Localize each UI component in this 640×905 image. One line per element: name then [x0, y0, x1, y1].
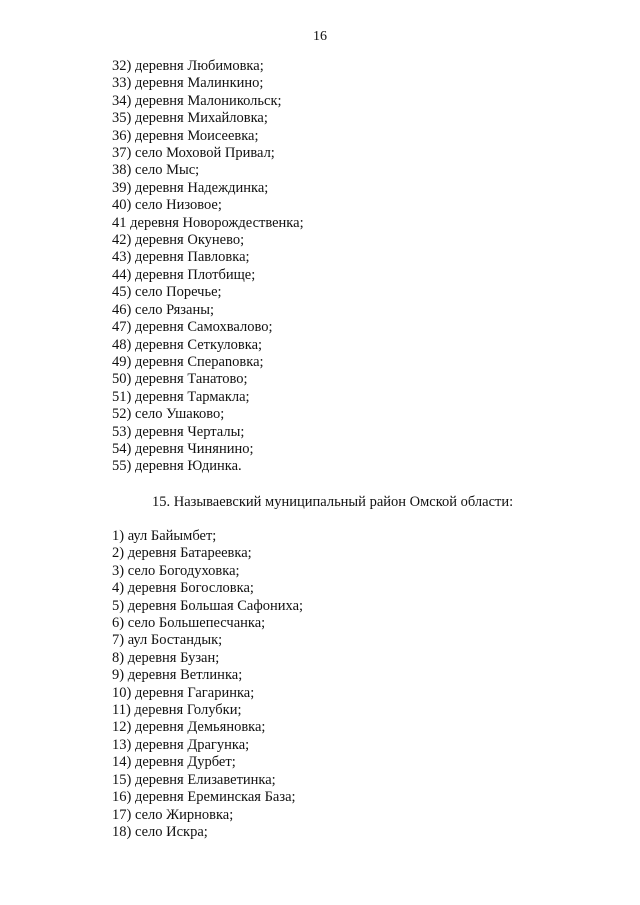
list-item: 44) деревня Плотбище; [112, 266, 256, 283]
page-number: 16 [313, 29, 327, 44]
list-item: 43) деревня Павловка; [112, 249, 250, 266]
list-item: 14) деревня Дурбет; [112, 754, 236, 771]
list-item: 46) село Рязаны; [112, 301, 214, 318]
list-item: 39) деревня Надеждинка; [112, 179, 269, 196]
list-item: 5) деревня Большая Сафониха; [112, 597, 304, 614]
list-item: 50) деревня Танатово; [112, 371, 248, 388]
list-item: 34) деревня Малоникольск; [112, 92, 282, 109]
list-item: 33) деревня Малинкино; [112, 75, 264, 92]
list-item: 32) деревня Любимовка; [112, 58, 264, 74]
list-item: 3) село Богодуховка; [112, 562, 240, 579]
list-item: 13) деревня Драгунка; [112, 736, 250, 753]
list-item: 48) деревня Сеткуловка; [112, 336, 263, 353]
list-item: 54) деревня Чинянино; [112, 440, 254, 457]
list-item: 38) село Мыс; [112, 162, 200, 179]
list-item: 47) деревня Самохвалово; [112, 319, 273, 336]
list-item: 9) деревня Ветлинка; [112, 667, 243, 684]
list-item: 55) деревня Юдинка. [112, 458, 242, 475]
list-item: 52) село Ушаково; [112, 406, 225, 423]
list-item: 36) деревня Моисеевка; [112, 127, 259, 144]
list-item: 40) село Низовое; [112, 197, 222, 214]
list-item: 51) деревня Тармакла; [112, 388, 250, 405]
list-item: 11) деревня Голубки; [112, 702, 242, 719]
list-item: 42) деревня Окунево; [112, 232, 245, 249]
settlement-list-part-15 [112, 528, 303, 841]
list-item: 17) село Жирновка; [112, 806, 234, 823]
list-item: 12) деревня Демьяновка; [112, 719, 266, 736]
list-item: 41 деревня Новорождественка; [112, 214, 304, 231]
list-item: 4) деревня Богословка; [112, 580, 254, 597]
list-item: 37) село Моховой Привал; [112, 145, 275, 162]
list-item: 35) деревня Михайловка; [112, 110, 268, 127]
list-item: 1) аул Байымбет; [112, 528, 217, 544]
list-item: 10) деревня Гагаринка; [112, 684, 255, 701]
list-item: 53) деревня Черталы; [112, 423, 245, 440]
list-item: 15) деревня Елизаветинка; [112, 771, 276, 788]
list-item: 49) деревня Спераnовка; [112, 353, 264, 370]
list-item: 8) деревня Бузан; [112, 649, 220, 666]
list-item: 2) деревня Батареевка; [112, 545, 252, 562]
list-item: 7) аул Бостандык; [112, 632, 223, 649]
settlement-list-part-14 [112, 58, 304, 476]
section-heading: 15. Называевский муниципальный район Омской области: [152, 494, 514, 510]
list-item: 16) деревня Ереминская База; [112, 789, 296, 806]
list-item: 45) село Поречье; [112, 284, 222, 301]
list-item: 6) село Большепесчанка; [112, 615, 266, 632]
list-item: 18) село Искра; [112, 823, 208, 840]
